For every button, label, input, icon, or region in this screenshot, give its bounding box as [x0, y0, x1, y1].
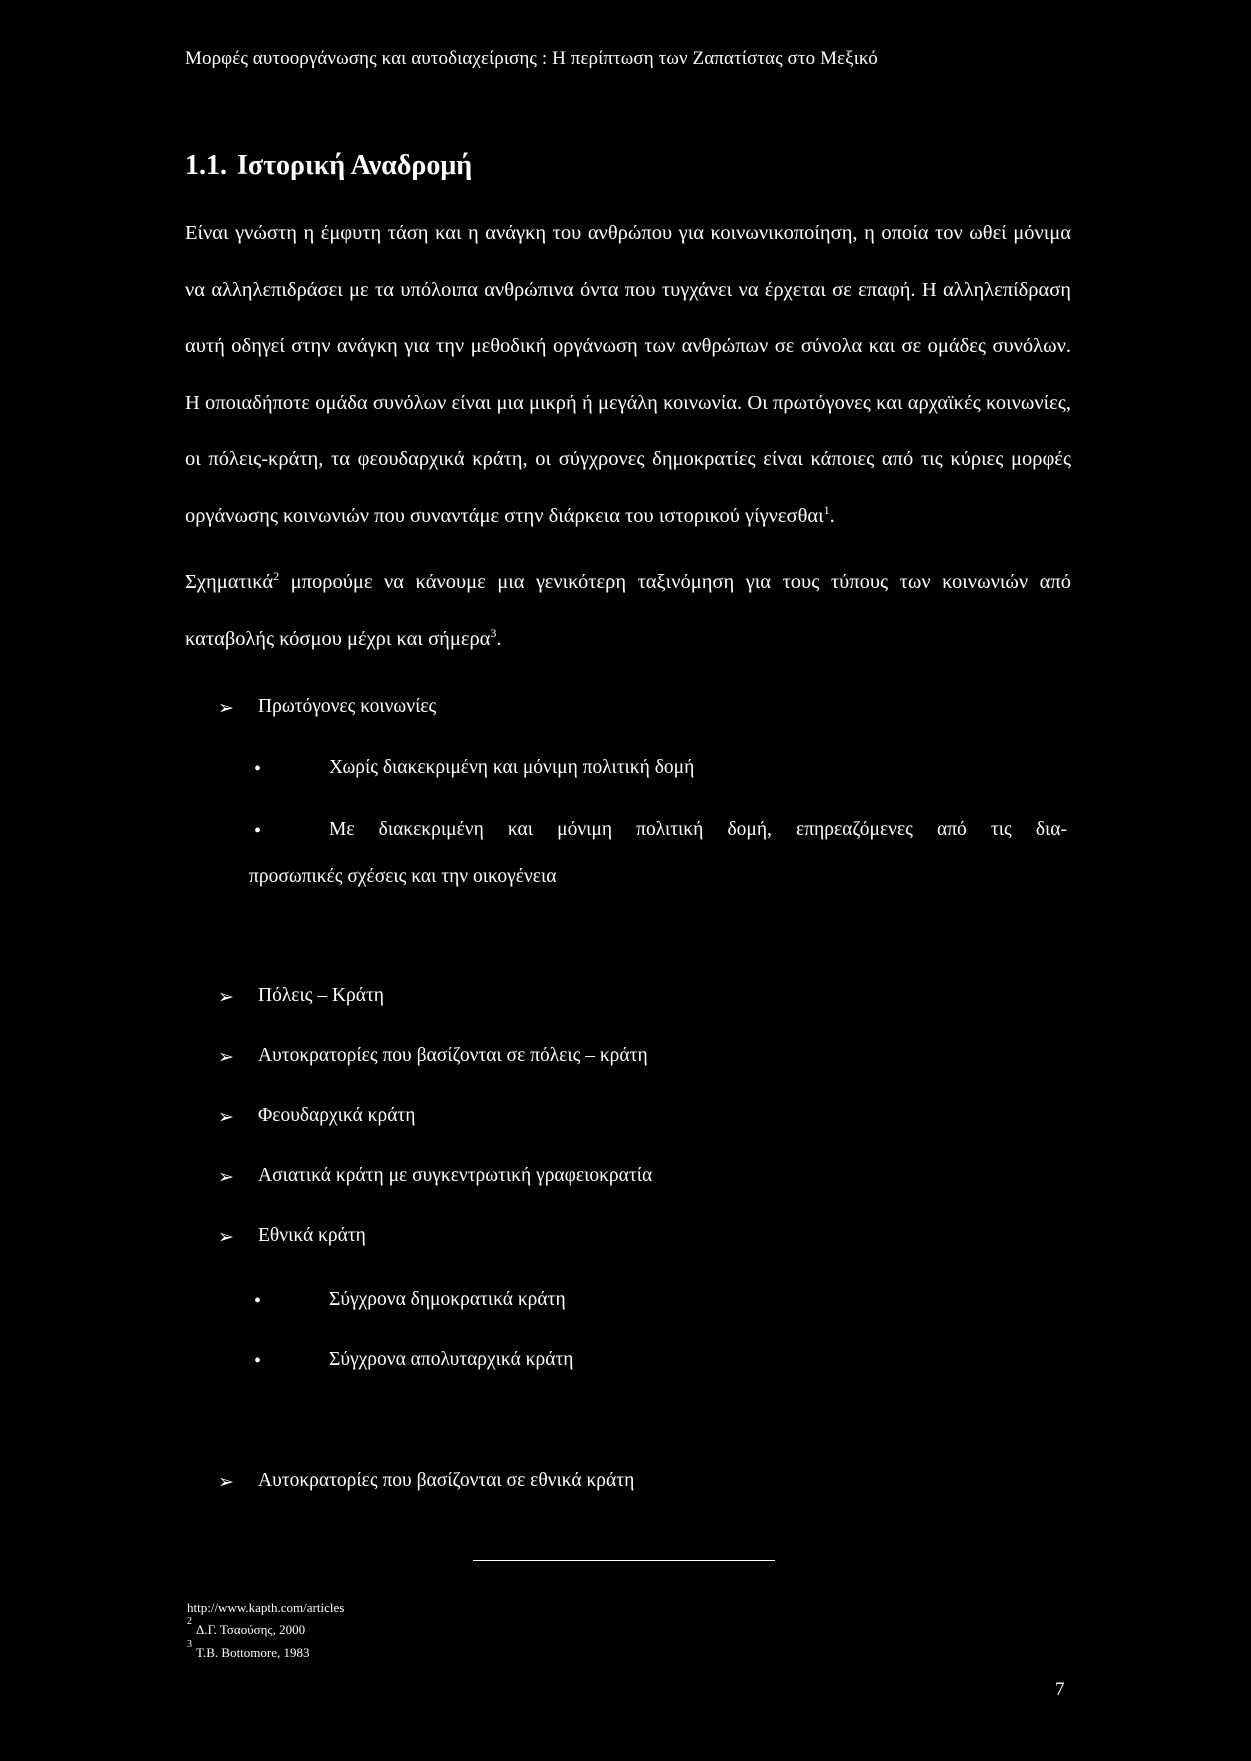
sublist-item: Σύγχρονα απολυταρχικά κράτη: [329, 1349, 574, 1370]
list-item-empires-national: Αυτοκρατορίες που βασίζονται σε εθνικά κράτη: [258, 1470, 635, 1491]
footnote-ref: 1: [823, 502, 830, 517]
section-title: Ιστορική Αναδρομή: [237, 150, 473, 181]
footnote-ref: 3: [490, 625, 497, 640]
arrow-bullet-icon: ➢: [218, 1167, 234, 1188]
paragraph-text: .: [496, 627, 502, 650]
footnote-text: http://www.kapth.com/articles: [187, 1600, 345, 1615]
list-item-empires-cities: Αυτοκρατορίες που βασίζονται σε πόλεις – κράτη: [258, 1045, 648, 1066]
footnote-3: [187, 1639, 310, 1661]
bullet-icon: •: [254, 1290, 262, 1312]
list-item-feudal: Φεουδαρχικά κράτη: [258, 1105, 416, 1126]
bullet-icon: •: [254, 758, 262, 780]
running-header: Μορφές αυτοοργάνωσης και αυτοδιαχείρισης : Η περίπτωση των Ζαπατίστας στο Μεξικό: [185, 48, 878, 69]
footnote-text: Δ.Γ. Τσαούσης, 2000: [196, 1622, 306, 1637]
bullet-icon: •: [254, 820, 262, 842]
arrow-bullet-icon: ➢: [218, 1227, 234, 1248]
sublist-item: Σύγχρονα δημοκρατικά κράτη: [329, 1289, 566, 1310]
footnote-ref: 2: [273, 569, 280, 583]
bullet-icon: •: [254, 1350, 262, 1372]
page-number: 7: [1055, 1679, 1065, 1700]
arrow-bullet-icon: ➢: [218, 1047, 234, 1068]
footnote-1: [187, 1600, 344, 1616]
list-item-national: Εθνικά κράτη: [258, 1225, 366, 1246]
footnote-mark: 3: [187, 1639, 192, 1650]
footnote-2: [187, 1616, 306, 1638]
paragraph-text: .: [829, 504, 835, 527]
arrow-bullet-icon: ➢: [218, 698, 234, 719]
sublist-item-continuation: προσωπικές σχέσεις και την οικογένεια: [249, 866, 557, 887]
list-item-primitive: Πρωτόγονες κοινωνίες: [258, 696, 437, 717]
section-number: 1.1.: [185, 150, 227, 181]
arrow-bullet-icon: ➢: [218, 1107, 234, 1128]
paragraph-text: Είναι γνώστη η έμφυτη τάση και η ανάγκη του ανθρώπου για κοινωνικοποίηση, η οποία τον ωθεί μόνιμα να αλληλεπιδράσει με τα υπόλοιπα ανθρώπινα όντα που τυγχάνει να έρχεται σε επαφή. Η αλληλεπίδραση αυτή οδηγεί στην ανάγκη για την μεθοδική οργάνωση των ανθρώπων σε σύνολα και σε ομάδες συνόλων. Η οποιαδήποτε ομάδα συνόλων είναι μια μικρή ή μεγάλη κοινωνία. Οι πρωτόγονες και αρχαϊκές κοινωνίες, οι πόλεις-κράτη, τα φεουδαρχικά κράτη, οι σύγχρονες δημοκρατίες είναι κάποιες από τις κύριες μορφές οργάνωσης κοινωνιών που συναντάμε στην διάρκεια του ιστορικού γίγνεσθαι: [185, 222, 1071, 527]
footnote-text: T.B. Bottomore, 1983: [196, 1645, 310, 1660]
paragraph-intro: [185, 205, 1071, 544]
paragraph-text: Σχηματικά: [185, 571, 274, 593]
paragraph-text: μπορούμε να κάνουμε μια γενικότερη ταξινόμηση για τους τύπους των κοινωνιών από καταβολής κόσμου μέχρι και σήμερα: [185, 571, 1071, 650]
section-heading: [185, 150, 472, 182]
paragraph-classification: [185, 554, 1071, 667]
footnote-mark: 2: [187, 1616, 192, 1627]
sublist-item: Χωρίς διακεκριμένη και μόνιμη πολιτική δομή: [329, 757, 695, 778]
arrow-bullet-icon: ➢: [218, 1472, 234, 1493]
sublist-item: Με διακεκριμένη και μόνιμη πολιτική δομή, επηρεαζόμενες από τις δια-: [329, 819, 1067, 840]
list-item-city-states: Πόλεις – Κράτη: [258, 985, 385, 1006]
arrow-bullet-icon: ➢: [218, 987, 234, 1008]
footnote-divider: [473, 1560, 775, 1561]
list-item-asiatic: Ασιατικά κράτη με συγκεντρωτική γραφειοκρατία: [258, 1165, 653, 1186]
